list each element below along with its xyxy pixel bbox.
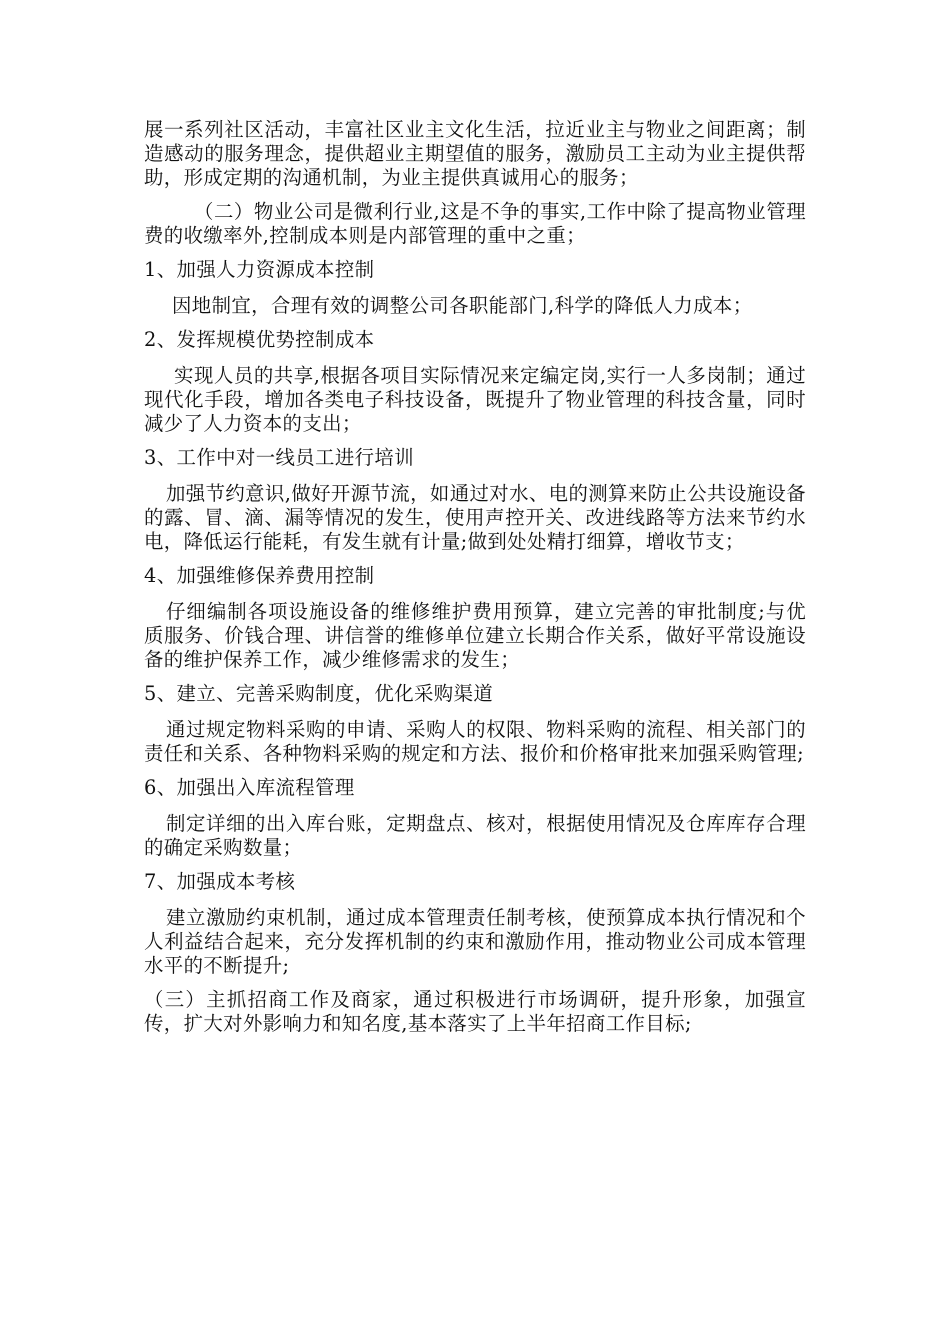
heading-item-5: 5、建立、完善采购制度，优化采购渠道 [144, 682, 494, 705]
paragraph-item-4: 仔细编制各项设施设备的维修维护费用预算，建立完善的审批制度;与优质服务、价钱合理、讲信誉的维修单位建立长期合作关系，做好平常设施设备的维护保养工作，减少维修需求的发生； [144, 600, 806, 671]
heading-item-7: 7、加强成本考核 [144, 870, 296, 893]
paragraph-item-2: 实现人员的共享,根据各项目实际情况来定编定岗,实行一人多岗制；通过现代化手段，增加各类电子科技设备，既提升了物业管理的科技含量，同时减少了人力资本的支出； [144, 364, 806, 435]
paragraph-item-7: 建立激励约束机制，通过成本管理责任制考核，使预算成本执行情况和个人利益结合起来，充分发挥机制的约束和激励作用，推动物业公司成本管理水平的不断提升; [144, 906, 806, 977]
heading-item-4: 4、加强维修保养费用控制 [144, 564, 375, 587]
heading-item-2: 2、发挥规模优势控制成本 [144, 328, 375, 351]
document-page [144, 118, 806, 1046]
paragraph-item-6: 制定详细的出入库台账，定期盘点、核对，根据使用情况及仓库库存合理的确定采购数量； [144, 812, 806, 859]
heading-item-6: 6、加强出入库流程管理 [144, 776, 355, 799]
paragraph-section-two-intro: （二）物业公司是微利行业,这是不争的事实,工作中除了提高物业管理费的收缴率外,控制成本则是内部管理的重中之重； [144, 200, 806, 247]
heading-item-3: 3、工作中对一线员工进行培训 [144, 446, 415, 469]
heading-item-1: 1、加强人力资源成本控制 [144, 258, 375, 281]
paragraph-community-activities: 展一系列社区活动，丰富社区业主文化生活，拉近业主与物业之间距离；制造感动的服务理念，提供超业主期望值的服务，激励员工主动为业主提供帮助，形成定期的沟通机制，为业主提供真诚用心的服务； [144, 118, 806, 189]
paragraph-item-3: 加强节约意识,做好开源节流，如通过对水、电的测算来防止公共设施设备的露、冒、滴、漏等情况的发生，使用声控开关、改进线路等方法来节约水电，降低运行能耗，有发生就有计量;做到处处精打细算，增收节支； [144, 482, 806, 553]
paragraph-section-three: （三）主抓招商工作及商家，通过积极进行市场调研，提升形象，加强宣传，扩大对外影响力和知名度,基本落实了上半年招商工作目标; [144, 988, 806, 1035]
paragraph-item-1: 因地制宜，合理有效的调整公司各职能部门,科学的降低人力成本； [172, 294, 753, 317]
paragraph-item-5: 通过规定物料采购的申请、采购人的权限、物料采购的流程、相关部门的责任和关系、各种物料采购的规定和方法、报价和价格审批来加强采购管理; [144, 718, 806, 765]
